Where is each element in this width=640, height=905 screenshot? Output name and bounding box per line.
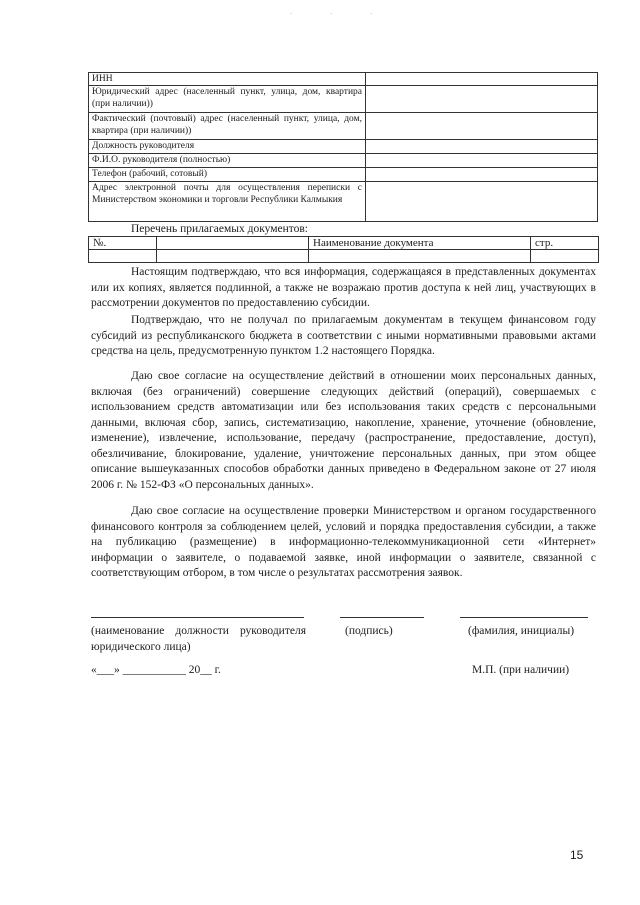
documents-table: [88, 236, 599, 263]
doc-cell: [309, 250, 531, 263]
paragraph-inspection-consent: Даю свое согласие на осуществление проверки Министерством и органом государственного финансового контроля за соблюдением целей, условий и порядка предоставления субсидии, а также на публикацию (размещение) в информационно-телекоммуникационной сети «Интернет» информации о заявителе, о подаваемой заявке, иной информации о заявителе, связанной с соответствующим отбором, в том числе о результатах рассмотрения заявок.: [91, 505, 596, 579]
table-row: [89, 113, 598, 140]
field-inn-label: ИНН: [89, 73, 366, 86]
scan-artifact: · · ·: [290, 10, 391, 18]
field-legal-address-value: [366, 86, 598, 113]
documents-title: Перечень прилагаемых документов:: [131, 223, 309, 235]
field-head-position-label: Должность руководителя: [89, 140, 366, 154]
signature-name-caption: (фамилия, инициалы): [468, 625, 575, 637]
field-postal-address-label: Фактический (почтовый) адрес (населенный пункт, улица, дом, квартира (при наличии)): [89, 113, 366, 140]
field-head-name-label: Ф.И.О. руководителя (полностью): [89, 154, 366, 168]
field-email-value: [366, 182, 598, 222]
field-head-name-value: [366, 154, 598, 168]
signature-sign-caption: (подпись): [345, 625, 393, 637]
table-row: [89, 237, 599, 250]
doc-cell: [157, 250, 309, 263]
doc-col-name: Наименование документа: [309, 237, 531, 250]
table-row: [89, 140, 598, 154]
field-phone-value: [366, 168, 598, 182]
doc-col-empty: [157, 237, 309, 250]
doc-cell: [531, 250, 599, 263]
field-email-label: Адрес электронной почты для осуществления переписки с Министерством экономики и торговли Республики Калмыкия: [89, 182, 366, 222]
stamp-place: М.П. (при наличии): [472, 664, 570, 676]
table-row: [89, 182, 598, 222]
signature-line-position: [91, 617, 304, 618]
field-postal-address-value: [366, 113, 598, 140]
field-inn-value: [366, 73, 598, 86]
signature-line-sign: [340, 617, 424, 618]
table-row: [89, 86, 598, 113]
paragraph-no-subsidy: Подтверждаю, что не получал по прилагаемым документам в текущем финансовом году субсидий из республиканского бюджета в соответствии с иными нормативными правовыми актами средства на цель, предусмотренную пунктом 1.2 настоящего Порядка.: [91, 314, 596, 357]
applicant-info-table: [88, 72, 598, 222]
table-row: [89, 73, 598, 86]
page-number: 15: [570, 848, 584, 862]
signature-position-caption: (наименование должности руководителя юридического лица): [91, 625, 306, 653]
field-phone-label: Телефон (рабочий, сотовый): [89, 168, 366, 182]
field-head-position-value: [366, 140, 598, 154]
doc-cell: [89, 250, 157, 263]
doc-col-pages: стр.: [531, 237, 599, 250]
paragraph-personal-data-consent: Даю свое согласие на осуществление действий в отношении моих персональных данных, включая (без ограничений) совершение следующих действий (операций), совершаемых с использованием средств автоматизации или без использования таких средств с персональными данными, включая сбор, запись, систематизацию, накопление, хранение, уточнение (обновление, изменение), извлечение, использование, передачу (распространение, предоставление, доступ), обезличивание, блокирование, удаление, уничтожение персональных данных, при этом общее описание вышеуказанных способов обработки данных приведено в Федеральном законе от 27 июля 2006 г. № 152-ФЗ «О персональных данных».: [91, 370, 596, 491]
signature-line-name: [460, 617, 588, 618]
date-field: «___» ___________ 20__ г.: [91, 664, 221, 676]
doc-col-number: №.: [89, 237, 157, 250]
table-row: [89, 168, 598, 182]
field-legal-address-label: Юридический адрес (населенный пункт, улица, дом, квартира (при наличии)): [89, 86, 366, 113]
paragraph-confirmation: Настоящим подтверждаю, что вся информация, содержащаяся в представленных документах или их копиях, является подлинной, а также не возражаю против доступа к ней лиц, участвующих в рассмотрении документов по предоставлению субсидии.: [91, 266, 596, 309]
table-row: [89, 250, 599, 263]
table-row: [89, 154, 598, 168]
